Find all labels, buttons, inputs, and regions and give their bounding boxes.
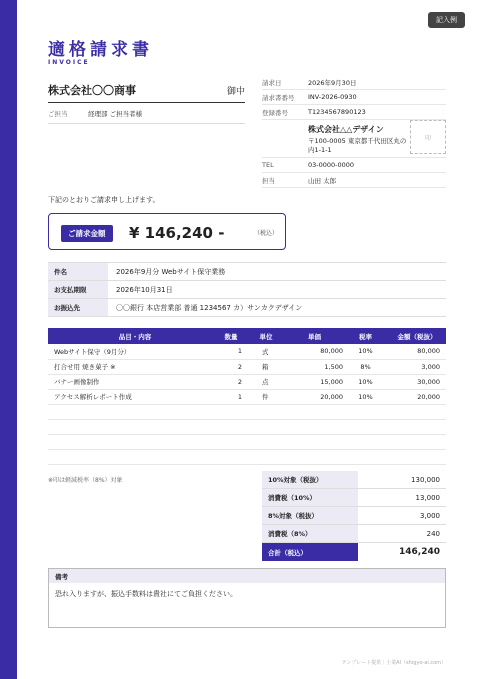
left-accent-bar <box>0 0 17 679</box>
cell-rate <box>343 404 388 419</box>
client-contact-label: ご担当 <box>48 110 68 118</box>
cell-price <box>286 449 343 464</box>
client-name: 株式会社〇〇商事 <box>48 84 136 97</box>
table-row <box>48 404 446 419</box>
client-section <box>48 82 245 124</box>
meta-rep-value: 山田 太郎 <box>308 176 337 185</box>
cell-unit: 箱 <box>246 359 286 374</box>
total-tax-note: （税込） <box>254 230 279 237</box>
cell-price <box>286 419 343 434</box>
meta-date-label: 請求日 <box>262 78 282 87</box>
summary-label: 10%対象（税抜） <box>262 471 358 488</box>
cell-qty: 2 <box>216 359 246 374</box>
col-header-rate: 税率 <box>343 328 388 344</box>
cell-price: 20,000 <box>286 389 343 404</box>
cell-qty: 1 <box>216 389 246 404</box>
cell-item: Webサイト保守（9月分） <box>48 344 216 359</box>
meta-number-row <box>262 90 446 105</box>
cell-unit <box>246 434 286 449</box>
meta-rep-label: 担当 <box>262 176 275 185</box>
cell-price: 1,500 <box>286 359 343 374</box>
document-title: 適格請求書 <box>48 40 153 60</box>
cell-rate: 10% <box>343 344 388 359</box>
table-row <box>48 419 446 434</box>
col-header-price: 単価 <box>286 328 343 344</box>
line-items-table <box>48 328 446 465</box>
table-row <box>48 449 446 464</box>
info-value: 2026年10月31日 <box>116 285 173 294</box>
intro-text: 下記のとおりご請求申し上げます。 <box>48 196 160 204</box>
cell-amount <box>388 449 446 464</box>
cell-amount <box>388 434 446 449</box>
summary-label: 8%対象（税抜） <box>262 507 358 524</box>
cell-unit <box>246 419 286 434</box>
meta-reg-row <box>262 105 446 120</box>
cell-unit <box>246 449 286 464</box>
issuer-block <box>262 120 446 158</box>
cell-item: アクセス解析レポート作成 <box>48 389 216 404</box>
cell-rate: 10% <box>343 389 388 404</box>
info-value: 〇〇銀行 本店営業部 普通 1234567 カ）サンカクデザイン <box>116 303 303 312</box>
client-honorific: 御中 <box>226 87 245 97</box>
summary-value: 240 <box>426 529 440 538</box>
cell-amount: 3,000 <box>388 359 446 374</box>
cell-rate <box>343 419 388 434</box>
cell-amount <box>388 404 446 419</box>
meta-tel-value: 03-0000-0000 <box>308 161 355 169</box>
info-row-due <box>48 281 446 299</box>
remarks-text: 恐れ入りますが、振込手数料は貴社にてご負担ください。 <box>55 590 237 598</box>
info-label: お振込先 <box>48 299 108 316</box>
cell-amount <box>388 419 446 434</box>
seal-placeholder: 印 <box>410 120 446 154</box>
meta-date-row <box>262 75 446 90</box>
cell-amount: 20,000 <box>388 389 446 404</box>
summary-row <box>262 507 446 525</box>
client-contact-value: 経理部 ご担当者様 <box>88 110 143 118</box>
footer-credit: テンプレート提供｜士業AI（shigyo-ai.com） <box>341 660 446 666</box>
cell-price <box>286 434 343 449</box>
cell-item <box>48 449 216 464</box>
tax-summary <box>262 471 446 561</box>
info-value: 2026年9月分 Webサイト保守業務 <box>116 267 226 276</box>
issuer-address: 〒100-0005 東京都千代田区丸の内1-1-1 <box>308 137 407 154</box>
table-row <box>48 374 446 389</box>
summary-value: 13,000 <box>415 493 440 502</box>
cell-item <box>48 434 216 449</box>
cell-rate: 8% <box>343 359 388 374</box>
meta-number-label: 請求書番号 <box>262 93 295 102</box>
example-badge: 記入例 <box>428 12 465 28</box>
cell-qty <box>216 419 246 434</box>
issuer-name: 株式会社△△デザイン <box>308 125 384 134</box>
cell-price: 15,000 <box>286 374 343 389</box>
cell-unit: 件 <box>246 389 286 404</box>
cell-item: バナー画像制作 <box>48 374 216 389</box>
invoice-info-table <box>48 262 446 317</box>
total-amount-value: ¥ 146,240 - <box>129 224 225 242</box>
meta-number-value: INV-2026-0930 <box>308 93 357 101</box>
reduced-tax-note: ※印は軽減税率（8%）対象 <box>48 477 123 484</box>
cell-item <box>48 404 216 419</box>
summary-value: 3,000 <box>419 511 440 520</box>
meta-rep-row <box>262 173 446 188</box>
cell-unit: 点 <box>246 374 286 389</box>
cell-qty <box>216 434 246 449</box>
table-row <box>48 344 446 359</box>
summary-row <box>262 471 446 489</box>
meta-date-value: 2026年9月30日 <box>308 78 357 87</box>
cell-qty: 2 <box>216 374 246 389</box>
info-row-bank <box>48 299 446 317</box>
document-subtitle: INVOICE <box>48 59 90 66</box>
cell-rate <box>343 434 388 449</box>
info-label: 件名 <box>48 263 108 280</box>
cell-amount: 30,000 <box>388 374 446 389</box>
summary-row <box>262 525 446 543</box>
info-label: お支払期限 <box>48 281 108 298</box>
cell-unit <box>246 404 286 419</box>
table-row <box>48 389 446 404</box>
summary-label: 消費税（8%） <box>262 525 358 542</box>
col-header-qty: 数量 <box>216 328 246 344</box>
table-row <box>48 359 446 374</box>
client-name-row <box>48 82 245 103</box>
cell-price <box>286 404 343 419</box>
info-row-subject <box>48 263 446 281</box>
cell-qty: 1 <box>216 344 246 359</box>
cell-qty <box>216 404 246 419</box>
cell-rate <box>343 449 388 464</box>
grand-total-value: 146,240 <box>399 547 440 557</box>
cell-unit: 式 <box>246 344 286 359</box>
cell-item: 打合せ用 焼き菓子 ※ <box>48 359 216 374</box>
cell-price: 80,000 <box>286 344 343 359</box>
invoice-meta <box>262 75 446 188</box>
remarks-box <box>48 568 446 628</box>
col-header-unit: 単位 <box>246 328 286 344</box>
cell-item <box>48 419 216 434</box>
meta-reg-label: 登録番号 <box>262 108 288 117</box>
col-header-amount: 金額（税抜） <box>388 328 446 344</box>
summary-label: 消費税（10%） <box>262 489 358 506</box>
cell-rate: 10% <box>343 374 388 389</box>
meta-tel-row <box>262 158 446 173</box>
line-items-header <box>48 328 446 344</box>
meta-reg-value: T1234567890123 <box>308 108 366 116</box>
remarks-label: 備考 <box>49 569 445 583</box>
summary-row-grand-total <box>262 543 446 561</box>
meta-tel-label: TEL <box>262 161 274 169</box>
client-contact-row <box>48 109 245 124</box>
grand-total-label: 合計（税込） <box>262 543 358 561</box>
col-header-item: 品目・内容 <box>48 328 216 344</box>
total-amount-label: ご請求金額 <box>61 225 113 242</box>
total-amount-box <box>48 213 286 250</box>
cell-amount: 80,000 <box>388 344 446 359</box>
summary-value: 130,000 <box>411 475 440 484</box>
table-row <box>48 434 446 449</box>
summary-row <box>262 489 446 507</box>
cell-qty <box>216 449 246 464</box>
